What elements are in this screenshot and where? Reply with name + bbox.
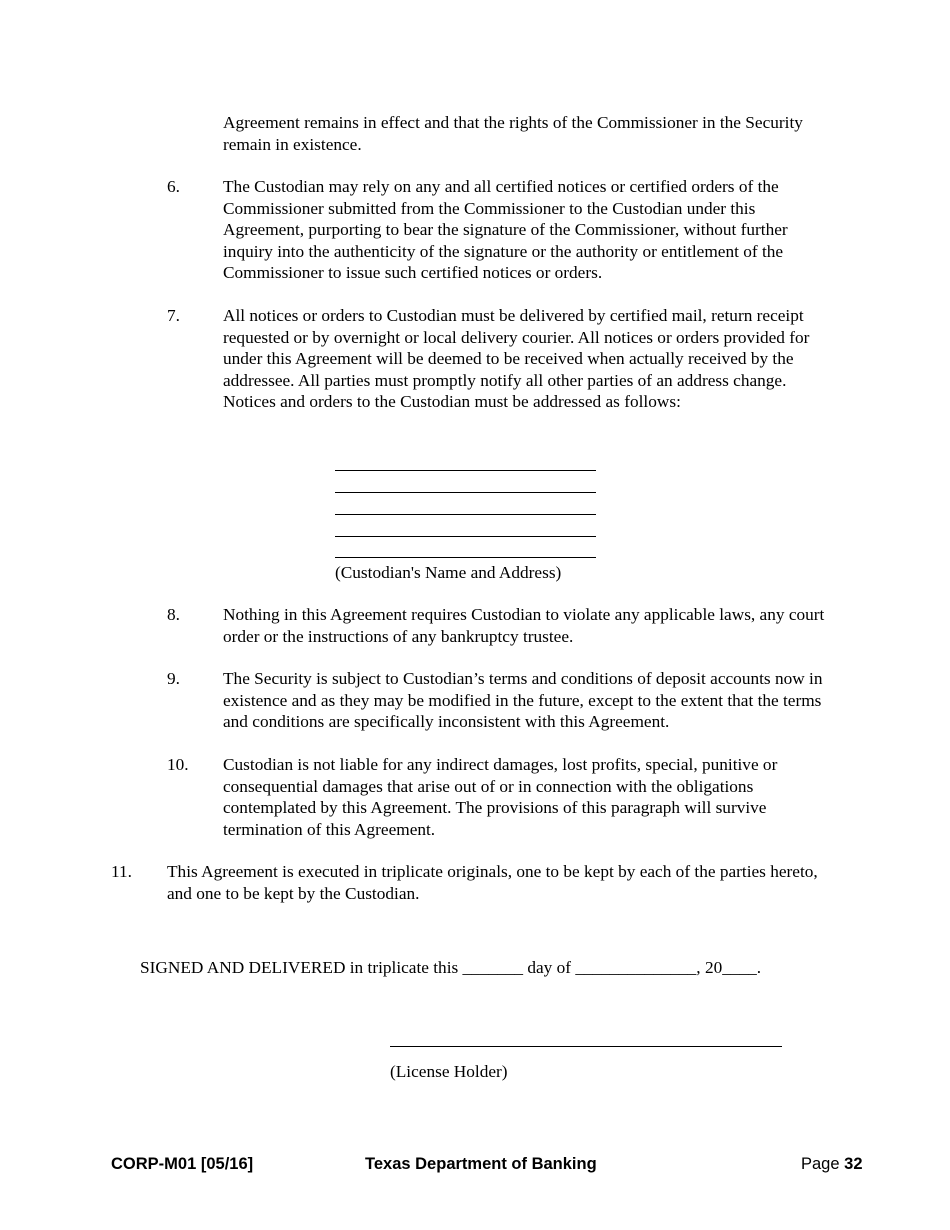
item-9-text: The Security is subject to Custodian’s terms and conditions of deposit accounts now in existence and as they may be modified in the future, except to the extent that the terms and conditions are specifically inconsistent with this Agreement. (223, 669, 823, 731)
paragraph-5-continuation: Agreement remains in effect and that the rights of the Commissioner in the Security remain in existence. (223, 113, 803, 154)
footer-page-number (801, 1154, 863, 1174)
item-9-number: 9. (167, 669, 180, 688)
address-blank-line-5[interactable] (335, 557, 596, 558)
item-11-number: 11. (111, 862, 132, 881)
license-holder-signature-line[interactable] (390, 1046, 782, 1047)
item-8-number: 8. (167, 605, 180, 624)
item-6-text: The Custodian may rely on any and all certified notices or certified orders of the Commissioner submitted from the Commissioner to the Custodian under this Agreement, purporting to bear the signature of the Commissioner, without further inquiry into the authenticity of the signature or the authority or entitlement of the Commissioner to issue such certified notices or orders. (223, 177, 788, 282)
item-10-text: Custodian is not liable for any indirect damages, lost profits, special, punitive or consequential damages that arise out of or in connection with the obligations contemplated by this Agreement. The provisions of this paragraph will survive termination of this Agreement. (223, 755, 778, 839)
item-7-text: All notices or orders to Custodian must be delivered by certified mail, return receipt requested or by overnight or local delivery courier. All notices or orders provided for under this Agreement will be deemed to be received when actually received by the addressee. All parties must promptly notify all other parties of an address change. Notices and orders to the Custodian must be addressed as follows: (223, 306, 810, 411)
license-holder-caption: (License Holder) (390, 1062, 508, 1081)
footer-organization: Texas Department of Banking (365, 1155, 597, 1173)
footer-page-value: 32 (844, 1155, 863, 1173)
footer-form-id: CORP-M01 [05/16] (111, 1155, 254, 1173)
item-7-number: 7. (167, 306, 180, 325)
item-10-number: 10. (167, 755, 189, 774)
address-blank-line-2[interactable] (335, 492, 596, 493)
signed-delivered-line: SIGNED AND DELIVERED in triplicate this _______ day of ______________, 20____. (140, 958, 762, 977)
item-11-text: This Agreement is executed in triplicate originals, one to be kept by each of the parties hereto, and one to be kept by the Custodian. (167, 862, 818, 903)
address-blank-line-1[interactable] (335, 470, 596, 471)
item-6-number: 6. (167, 177, 180, 196)
footer-page-label: Page (801, 1155, 840, 1173)
custodian-address-caption: (Custodian's Name and Address) (335, 563, 562, 582)
address-blank-line-3[interactable] (335, 514, 596, 515)
address-blank-line-4[interactable] (335, 536, 596, 537)
item-8-text: Nothing in this Agreement requires Custodian to violate any applicable laws, any court order or the instructions of any bankruptcy trustee. (223, 605, 825, 646)
